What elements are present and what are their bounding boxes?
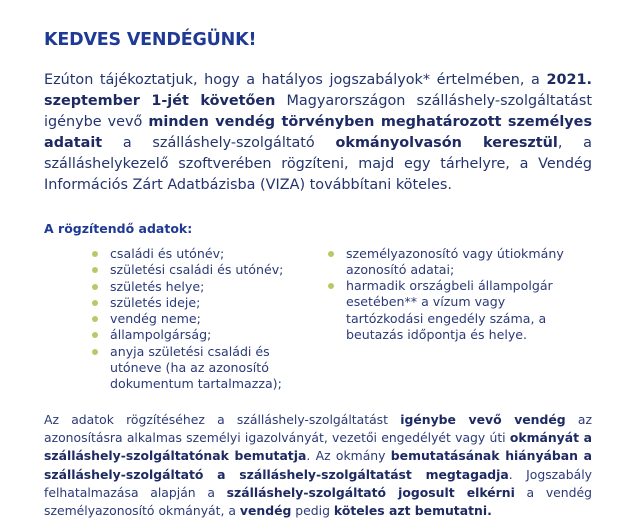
body-text: , a szálláshelykezelő szoftverében rögzíteni, majd egy tárhelyre, a Vendég Információs Zárt Adatbázisba (VIZA) továbbítani köteles.: [44, 135, 592, 193]
emphasis-text: minden vendég törvényben meghatározott személyes adatait: [44, 114, 593, 151]
list-item: [326, 278, 586, 342]
body-text: . Jogszabály felhatalmazása alapján a: [44, 466, 592, 500]
bullet-icon: [92, 284, 98, 290]
closing-paragraph: [44, 411, 592, 520]
list-item-text: személyazonosító vagy útiokmány azonosító adatai;: [346, 246, 564, 278]
list-item: [90, 311, 320, 327]
bullet-icon: [328, 251, 334, 257]
bullet-icon: [92, 349, 98, 355]
emphasis-text: okmányolvasón keresztül: [335, 135, 558, 151]
body-text: . Az okmány: [306, 448, 391, 464]
body-text: a vendég személyazonosító okmányát, a: [44, 484, 592, 519]
body-text: Ezúton tájékoztatjuk, hogy a hatályos jogszabályok* értelmében, a: [44, 72, 547, 88]
body-text: az azonosításra alkalmas személyi igazolványát, vezetői engedélyét vagy úti: [44, 412, 592, 446]
bullet-icon: [92, 300, 98, 306]
emphasis-text: köteles azt bemutatni.: [333, 503, 492, 519]
body-text: Magyarországon szálláshely-szolgáltatást igénybe vevő: [44, 93, 592, 130]
list-item: [90, 262, 320, 278]
list-item: [326, 246, 586, 278]
list-item-text: anyja születési családi és utóneve (ha az azonosító dokumentum tartalmazza);: [110, 343, 282, 391]
intro-paragraph: [44, 70, 592, 196]
list-item-text: születési családi és utónév;: [110, 262, 284, 278]
body-text: a szálláshely-szolgáltató: [102, 135, 336, 151]
list-item-text: születés ideje;: [110, 294, 201, 310]
body-text: Az adatok rögzítéséhez a szálláshely-szolgáltatást: [44, 412, 401, 427]
emphasis-text: szálláshely-szolgáltató jogosult elkérni: [226, 484, 515, 500]
list-item: [90, 327, 320, 343]
list-item: [90, 246, 320, 262]
emphasis-text: bemutatásának hiányában a szálláshely-szolgáltató a szálláshely-szolgáltatást megtagadja: [44, 448, 592, 482]
data-list-left: [90, 246, 320, 392]
emphasis-text: 2021. szeptember 1-jét követően: [44, 72, 592, 109]
bullet-icon: [92, 332, 98, 338]
body-text: pedig: [291, 503, 334, 519]
list-item-text: születés helye;: [110, 278, 205, 294]
list-item-text: családi és utónév;: [110, 246, 225, 261]
emphasis-text: igénybe vevő vendég: [400, 412, 566, 427]
list-item-text: vendég neme;: [110, 311, 201, 327]
list-item: [90, 344, 320, 392]
page-title: KEDVES VENDÉGÜNK!: [44, 30, 257, 50]
data-list-right: [326, 246, 586, 343]
bullet-icon: [92, 267, 98, 273]
list-item: [90, 295, 320, 311]
list-heading: A rögzítendő adatok:: [44, 221, 193, 236]
list-item-text: állampolgárság;: [110, 327, 212, 343]
bullet-icon: [92, 251, 98, 257]
bullet-icon: [92, 316, 98, 322]
emphasis-text: okmányát a szálláshely-szolgáltatónak bemutatja: [44, 430, 592, 464]
list-item-text: harmadik országbeli állampolgár esetében** a vízum vagy tartózkodási engedély száma, a beutazás időpontja és helye.: [346, 278, 553, 342]
bullet-icon: [328, 283, 334, 289]
emphasis-text: vendég: [239, 503, 292, 519]
list-item: [90, 279, 320, 295]
